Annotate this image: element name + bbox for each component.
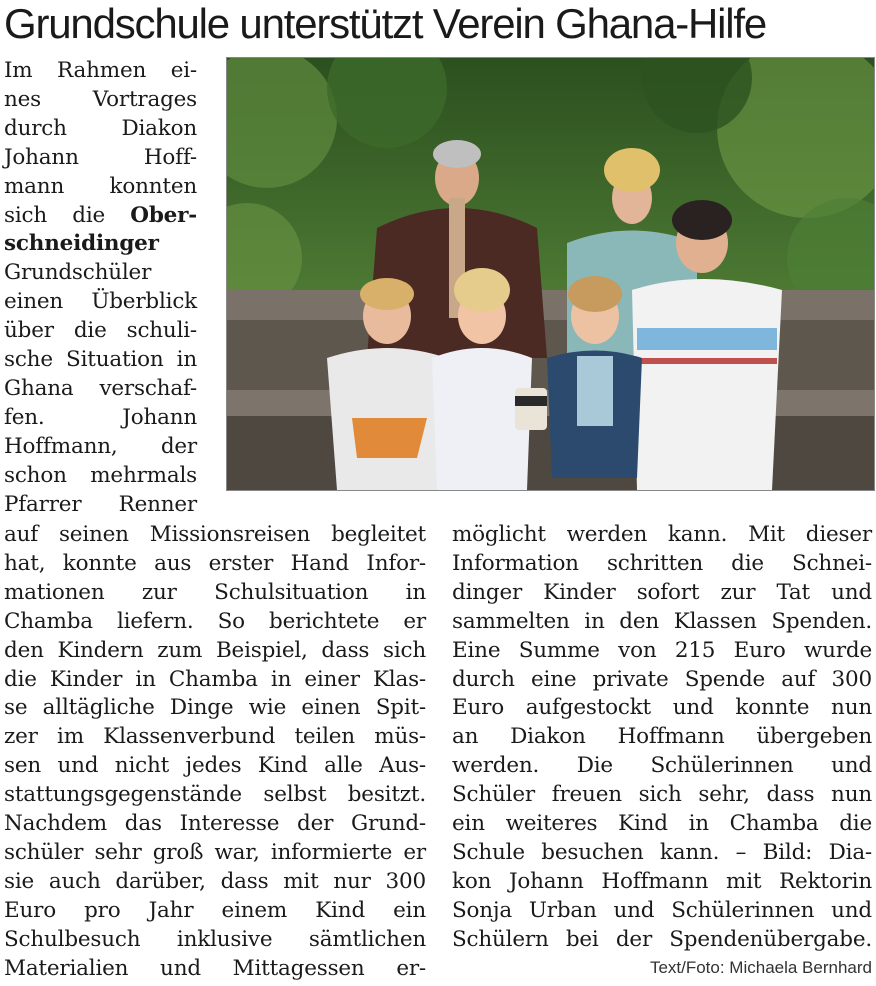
line-text: Grundschüler: [4, 260, 152, 286]
article-line: [452, 636, 872, 665]
line-text: stattungsgegenstände selbst besitzt.: [4, 782, 426, 808]
line-text: Ghana verschaf-: [4, 375, 197, 401]
line-text: möglicht werden kann. Mit dieser: [452, 522, 872, 547]
line-text: durch Diakon: [4, 115, 197, 141]
article-line: [452, 925, 872, 954]
article-line: [4, 432, 197, 461]
group-photo-image: [227, 58, 874, 490]
article-line: [4, 229, 197, 258]
line-text: dinger Kinder sofort zur Tat und: [452, 579, 872, 605]
line-text: Im Rahmen ei-: [4, 58, 197, 83]
article-line: [452, 520, 872, 549]
article-line: [452, 809, 872, 838]
line-text: sche Situation in: [4, 347, 197, 372]
line-text: Hoffmann, der: [4, 433, 197, 459]
article-line: [452, 578, 872, 607]
article-line: [4, 693, 426, 722]
line-text: Euro pro Jahr einem Kind ein: [4, 897, 426, 923]
article-line: [4, 838, 426, 867]
line-text: zer im Klassenverbund teilen müs-: [4, 724, 426, 750]
line-text: Information schritten die Schnei-: [452, 550, 872, 576]
article-line: [4, 896, 426, 925]
article-line: [452, 896, 872, 925]
article-line: [4, 954, 426, 983]
line-text: Eine Summe von 215 Euro wurde: [452, 637, 872, 663]
article-line: [4, 607, 426, 636]
article-headline: Grundschule unterstützt Verein Ghana-Hilfe: [4, 0, 767, 47]
line-text: Nachdem das Interesse der Grund-: [4, 811, 426, 836]
article-line: [4, 201, 197, 230]
line-text: Sonja Urban und Schülerinnen und: [452, 897, 872, 923]
article-line: [4, 780, 426, 809]
line-text: Schulbesuch inklusive sämtlichen: [4, 926, 426, 952]
line-text: sammelten in den Klassen Spenden.: [452, 608, 872, 634]
article-line: [4, 258, 197, 287]
line-text: an Diakon Hoffmann übergeben: [452, 724, 872, 750]
line-text: durch eine private Spende auf 300: [452, 666, 872, 692]
article-line: [452, 780, 872, 809]
article-line: [4, 461, 197, 490]
article-line: [4, 172, 197, 201]
article-line: [4, 578, 426, 607]
article-line: [4, 722, 426, 751]
line-text: sen und nicht jedes Kind alle Aus-: [4, 753, 426, 779]
line-text: über die schuli-: [4, 318, 197, 344]
article-line: [4, 490, 197, 519]
article-line: [4, 114, 197, 143]
photo-credit: Text/Foto: Michaela Bernhard: [649, 958, 872, 977]
article-line: [452, 867, 872, 896]
article-line: [4, 867, 426, 896]
article-line: [452, 665, 872, 694]
line-text: Euro aufgestockt und konnte nun: [452, 695, 872, 721]
line-text: werden. Die Schülerinnen und: [452, 753, 872, 779]
line-text: hat, konnte aus erster Hand Infor-: [4, 550, 426, 576]
line-text: fen. Johann: [4, 404, 197, 430]
article-line: [4, 403, 197, 432]
line-text: sie auch darüber, dass mit nur 300: [4, 868, 426, 894]
line-text: Johann Hoff-: [4, 144, 197, 170]
line-text: se alltägliche Dinge wie einen Spit-: [4, 695, 426, 721]
line-text: schneidinger: [4, 231, 159, 257]
line-text: die Kinder in Chamba in einer Klas-: [4, 666, 426, 692]
article-line: [4, 665, 426, 694]
article-line: [4, 809, 426, 838]
article-line: [4, 316, 197, 345]
article-line: [452, 549, 872, 578]
line-text: kon Johann Hoffmann mit Rektorin: [452, 868, 872, 894]
line-text: schon mehrmals: [4, 462, 197, 488]
line-text: nes Vortrages: [4, 86, 197, 112]
article-line: [4, 56, 197, 85]
line-text: Materialien und Mittagessen er-: [4, 955, 426, 981]
article-line: [452, 607, 872, 636]
article-line: [4, 636, 426, 665]
article-line: [4, 374, 197, 403]
line-text: mann konnten: [4, 173, 197, 199]
line-text: mationen zur Schulsituation in: [4, 579, 426, 605]
line-text: Pfarrer Renner: [4, 491, 197, 517]
line-text: auf seinen Missionsreisen begleitet: [4, 522, 426, 547]
article-line: [452, 693, 872, 722]
article-photo: [226, 57, 875, 491]
line-text: Schülern bei der Spendenübergabe.: [452, 926, 872, 952]
line-text: sich die Ober-: [4, 202, 197, 228]
line-text: Chamba liefern. So berichtete er: [4, 608, 426, 634]
line-text: Schüler freuen sich sehr, dass nun: [452, 782, 872, 808]
article-line: [4, 287, 197, 316]
article-line: [4, 549, 426, 578]
article-line: [4, 520, 426, 549]
line-text: einen Überblick: [4, 289, 197, 315]
line-text: den Kindern zum Beispiel, dass sich: [4, 637, 426, 663]
line-text: schüler sehr groß war, informierte er: [4, 839, 426, 865]
article-line: [452, 751, 872, 780]
line-text: Schule besuchen kann. – Bild: Dia-: [452, 839, 872, 865]
article-line: [452, 838, 872, 867]
article-line: [4, 143, 197, 172]
line-text: ein weiteres Kind in Chamba die: [452, 811, 872, 836]
article-line: [4, 925, 426, 954]
article-line: [4, 85, 197, 114]
article-line: [4, 345, 197, 374]
article-line: [4, 751, 426, 780]
article-line: [452, 722, 872, 751]
